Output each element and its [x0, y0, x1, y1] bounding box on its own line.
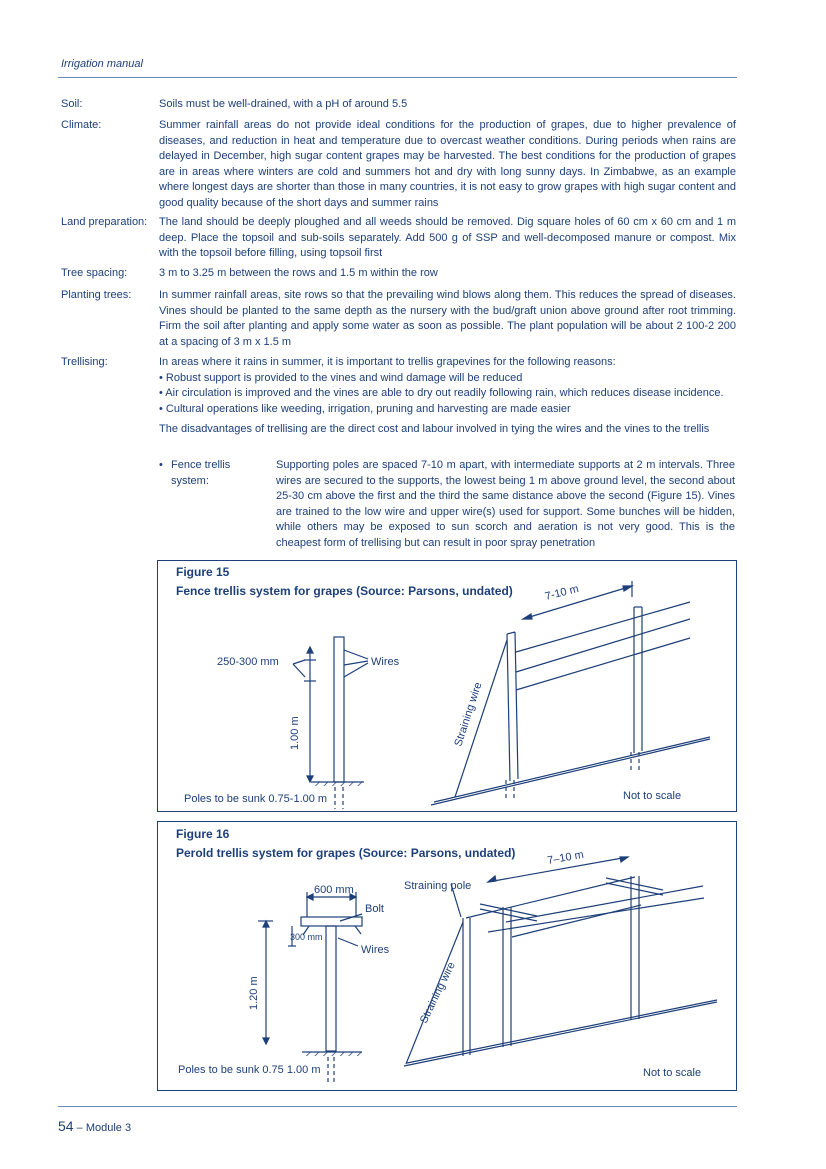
row-text: In summer rainfall areas, site rows so that the prevailing wind blows along them. This reduces the spread of diseases. Vines should be planted to the same depth as the nursery with the bud/graft union above ground after root trimming. Firm the soil after planting and apply some water as soon as possible. The plant population will be about 2 100-2 200 at a spacing of 3 m x 1.5 m — [159, 289, 736, 348]
height-label: 1.20 m — [248, 976, 260, 1010]
footer-rule — [58, 1106, 737, 1107]
straining-wire-label: Straining wire — [417, 960, 458, 1026]
straining-wire-label: Straining wire — [452, 680, 485, 748]
figure-15 — [157, 560, 737, 812]
fence-trellis-text: Supporting poles are spaced 7-10 m apart, with intermediate supports at 2 m intervals. Three wires are secured to the supports, the lowest being 1 m above ground level, the second about 25-30 cm above the first and the third the same distance above the second (Figure 15). Vines are trained to the low wire and upper wire(s) used for support. Some bunches will be hidden, while others may be exposed to sun scorch and aeration is not very good. This is the cheapest form of trellising but can result in poor spray penetration — [276, 459, 735, 549]
row-text: Summer rainfall areas do not provide ideal conditions for the production of grapes, due to higher prevalence of diseases, and reduction in heat and temperature due to overcast weather conditions. During periods when rains are delayed in December, high sugar content grapes may be harvested. The best conditions for the production of grapes are in areas where winters are cold and summers hot and dry with long sunny days. In Zimbabwe, as an example where longest days are shorter than those in many countries, it is not easy to grow grapes with high sugar content and good quality because of the short days and summer rains — [159, 119, 736, 209]
perold-trellis-diagram — [158, 822, 738, 1092]
disadvantages-paragraph: The disadvantages of trellising are the direct cost and labour involved in tying the wires and the vines to the trellis — [159, 423, 710, 435]
footer — [58, 1118, 131, 1134]
figure-caption: Fence trellis system for grapes (Source: Parsons, undated) — [176, 584, 513, 598]
spacing-label: 7–10 m — [546, 848, 585, 867]
scale-label: Not to scale — [643, 1067, 702, 1079]
scale-label: Not to scale — [623, 790, 682, 802]
bullet: • — [159, 459, 163, 471]
fence-trellis-diagram — [158, 561, 738, 813]
sunk-label: Poles to be sunk 0.75-1.00 m — [184, 793, 328, 805]
list-item: • Robust support is provided to the vines and wind damage will be reduced — [159, 372, 523, 384]
row-label: Land preparation: — [61, 216, 148, 228]
list-item: • Air circulation is improved and the vines are able to dry out readily following rain, which reduces disease incidence. — [159, 387, 724, 400]
row-text: 3 m to 3.25 m between the rows and 1.5 m within the row — [159, 267, 438, 279]
sunk-label: Poles to be sunk 0.75 1.00 m — [178, 1064, 321, 1076]
figure-16 — [157, 821, 737, 1091]
fence-label-text: Fence trellis system: — [171, 459, 231, 487]
row-text: Soils must be well-drained, with a pH of around 5.5 — [159, 98, 408, 110]
row-label: Soil: — [61, 98, 83, 110]
figure-caption: Perold trellis system for grapes (Source: Parsons, undated) — [176, 846, 516, 860]
running-header: Irrigation manual — [61, 58, 143, 70]
bolt-label: Bolt — [365, 903, 384, 915]
straining-pole-label: Straining pole — [404, 880, 472, 892]
wire-drop-label: 300 mm — [290, 932, 323, 942]
crossarm-width-label: 600 mm — [314, 884, 354, 896]
figure-number: Figure 15 — [176, 565, 230, 579]
row-label: Climate: — [61, 119, 102, 131]
wire-gap-label: 250-300 mm — [217, 656, 279, 668]
wires-label: Wires — [371, 656, 400, 668]
module-label: – Module 3 — [76, 1122, 132, 1134]
header-rule — [58, 77, 737, 78]
height-label: 1.00 m — [289, 716, 301, 750]
spacing-label: 7-10 m — [543, 582, 580, 603]
page-number: 54 — [58, 1118, 74, 1134]
row-text: In areas where it rains in summer, it is important to trellis grapevines for the following reasons: — [159, 356, 616, 368]
list-item: • Cultural operations like weeding, irrigation, pruning and harvesting are made easier — [159, 402, 571, 415]
row-label: Planting trees: — [61, 289, 132, 301]
row-label: Tree spacing: — [61, 267, 128, 279]
wires-label: Wires — [361, 944, 390, 956]
trellis-bullet-list — [159, 371, 739, 417]
row-label: Trellising: — [61, 356, 108, 368]
figure-number: Figure 16 — [176, 827, 230, 841]
row-text: The land should be deeply ploughed and all weeds should be removed. Dig square holes of 60 cm x 60 cm and 1 m deep. Place the topsoil and sub-soils separately. Add 500 g of SSP and well-decomposed manure or compost. Mix with the topsoil before filling, using topsoil first — [159, 216, 736, 260]
